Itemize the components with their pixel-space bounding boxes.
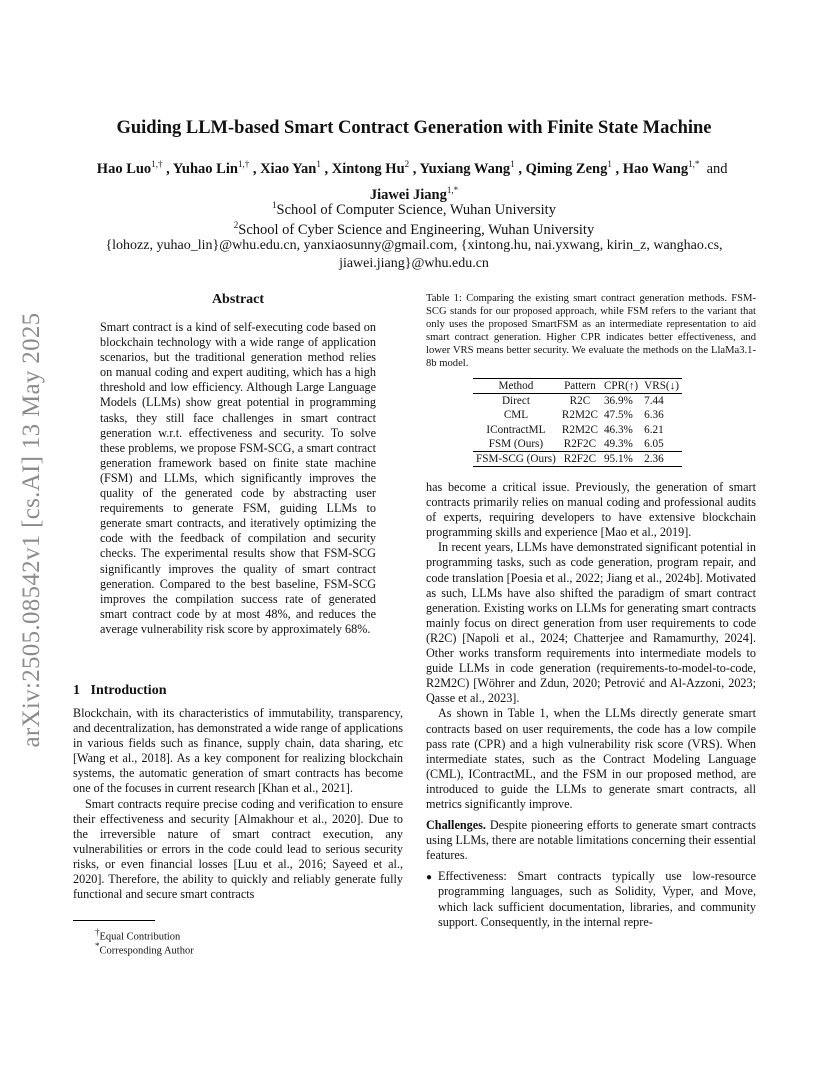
author: Xintong Hu xyxy=(331,160,405,177)
author-list: Hao Luo$^{1,\dagger}$ , Yuhao Lin$^{1,\dagger}$ , Xiao Yan$^1$ , Xintong Hu$^2$ , Yuxiang Wang$^1$ , Qiming Zeng$^1$ , Hao Wang$^{1,*}$ and Jiawei Jiang$^{1,*}$ xyxy=(96,159,728,203)
table-cell: R2C xyxy=(569,395,591,408)
abstract-body: Smart contract is a kind of self-executing code based on blockchain technology with a wide range of application scenarios, but the traditional generation method relies on manual coding and expert auditing, which has a high threshold and low efficiency. Although Large Language Models (LLMs) show great potential in programming tasks, they still face challenges in smart contract generation w.r.t. effectiveness and security. To solve these problems, we propose FSM-SCG, a smart contract generation framework based on finite state machine (FSM) and LLMs, which significantly improves the quality of the generated code by abstracting user requirements to generate FSM, guiding LLMs to generate smart contracts, and iteratively optimizing the code with the feedback of compilation and security checks. The experimental results show that FSM-SCG significantly improves the quality of smart contract generation. Compared to the best baseline, FSM-SCG improves the compilation success rate of generated smart contract code by at most 48%, and reduces the average vulnerability risk score by approximately 68%. xyxy=(100,320,376,636)
bullet-text: Effectiveness: Smart contracts typically use low-resource programming languages, such as Solidity, Vyper, and Move, which lack sufficient documentation, libraries, and community support. Consequently, in the internal repre- xyxy=(438,869,756,929)
table-cell: CML xyxy=(503,409,529,422)
author: Qiming Zeng xyxy=(525,160,608,177)
footnote-mark: * xyxy=(95,941,100,951)
author-mark: 1,† xyxy=(151,159,163,169)
table-row xyxy=(473,408,682,422)
table-cell: R2F2C xyxy=(559,437,601,452)
table-row xyxy=(473,394,682,409)
footnote-text: Equal Contribution xyxy=(99,931,181,943)
affiliation-text: School of Computer Science, Wuhan University xyxy=(276,201,556,218)
paragraph: Smart contracts require precise coding and verification to ensure their effectiveness and security [Almakhour et al., 2020]. Due to the irreversible nature of smart contract execution, any vulnerabilities or errors in the code could lead to serious security risks, or even financial losses [Luu et al., 2016; Sayeed et al., 2020]. Therefore, the ability to quickly and reliably generate fully functional and secure smart contracts xyxy=(73,796,403,902)
footnote xyxy=(95,940,194,958)
footnote-rule xyxy=(73,920,155,921)
affiliation-mark: 2 xyxy=(233,220,239,230)
introduction-heading xyxy=(73,683,166,699)
author: Hao Luo xyxy=(96,160,152,177)
table-cell: FSM-SCG (Ours) xyxy=(473,452,559,467)
author: Jiawei Jiang xyxy=(369,186,447,203)
author-mark: 2 xyxy=(404,159,410,169)
author-mark: 1 xyxy=(607,159,612,169)
table-cell: R2M2C xyxy=(561,423,598,436)
table-cell: 6.05 xyxy=(641,437,682,452)
author: Yuxiang Wang xyxy=(419,160,511,177)
column-header: Method xyxy=(473,379,559,394)
table-cell: 7.44 xyxy=(644,395,664,408)
paragraph: Blockchain, with its characteristics of immutability, transparency, and decentralization, has demonstrated a wide range of applications in various fields such as finance, supply chain, data sharing, etc [Wang et al., 2018]. As a key component for realizing blockchain systems, the automatic generation of smart contracts has become one of the focuses in current research [Khan et al., 2021]. xyxy=(73,706,403,796)
abstract-heading: Abstract xyxy=(211,292,265,307)
table-cell: 95.1% xyxy=(601,452,641,467)
table-cell: 36.9% xyxy=(603,395,633,408)
table-cell: 2.36 xyxy=(641,452,682,467)
table-cell: FSM (Ours) xyxy=(473,437,559,452)
table-cell: R2F2C xyxy=(559,452,601,467)
table-row xyxy=(473,423,682,437)
affiliation-mark: 1 xyxy=(272,200,277,210)
bullet-item xyxy=(426,869,756,929)
column-header: Pattern xyxy=(559,379,601,394)
author-mark: 1,† xyxy=(237,159,250,169)
bullet-icon: ● xyxy=(426,872,433,884)
table-header-row xyxy=(473,379,682,394)
right-column-body xyxy=(426,480,756,930)
paragraph: As shown in Table 1, when the LLMs directly generate smart contracts based on user requirements, the code has a low compile pass rate (CPR) and a high vulnerability risk score (VRS). When intermediate states, such as the Contract Modeling Language (CML), IContractML, and the FSM in our proposed method, are introduced to guide the LLMs to generate smart contracts, all metrics significantly improve. xyxy=(426,706,756,811)
table-cell: R2M2C xyxy=(561,409,598,422)
table-caption: Table 1: Comparing the existing smart contract generation methods. FSM-SCG stands for our proposed approach, while FSM refers to the variant that only uses the proposed SmartFSM as an intermediate representation to aid smart contract generation. Higher CPR indicates better effectiveness, and lower VRS means better security. We evaluate the methods on the LlaMa3.1-8b model. xyxy=(426,293,756,369)
author: Yuhao Lin xyxy=(172,160,238,177)
arxiv-stamp xyxy=(12,290,52,770)
paper-title: Guiding LLM-based Smart Contract Generation with Finite State Machine xyxy=(116,118,712,138)
column-header: CPR(↑) xyxy=(601,379,641,394)
table-cell: Direct xyxy=(501,395,530,408)
author-emails: {lohozz, yuhao_lin}@whu.edu.cn, yanxiaosunny@gmail.com, {xintong.hu, nai.yxwang, kirin_z, wanghao.cs, jiawei.jiang}@whu.edu.cn xyxy=(105,238,723,271)
table-row xyxy=(473,437,682,452)
column-header: VRS(↓) xyxy=(641,379,682,394)
table-1 xyxy=(473,378,682,467)
authors-and: and xyxy=(706,160,728,177)
footnote-text: Corresponding Author xyxy=(99,945,194,957)
paragraph: In recent years, LLMs have demonstrated significant potential in programming tasks, such as code generation, program repair, and code translation [Poesia et al., 2022; Jiang et al., 2024b]. Motivated as such, LLMs have also shifted the paradigm of smart contract generation. Existing works on LLMs for generating smart contracts mainly focus on direct generation from user requirements to code (R2C) [Napoli et al., 2024; Chatterjee and Ramamurthy, 2024]. Other works transform requirements into intermediate models to guide LLMs in code generation (requirements-to-model-to-code, R2M2C) [Wöhrer and Zdun, 2020; Petrović and Al-Azzoni, 2023; Qasse et al., 2023]. xyxy=(426,540,756,706)
section-number: 1 xyxy=(73,683,80,698)
author-mark: 1 xyxy=(316,159,321,169)
section-title: Introduction xyxy=(90,683,167,698)
introduction-body xyxy=(73,706,403,902)
table-cell: 46.3% xyxy=(603,423,633,436)
paragraph-text: Despite pioneering efforts to generate smart contracts using LLMs, there are notable limitations concerning their essential features. xyxy=(426,818,757,863)
author-mark: 1,* xyxy=(446,184,459,195)
table-row xyxy=(473,452,682,467)
table-cell: 6.36 xyxy=(644,409,664,422)
affiliation-text: School of Cyber Science and Engineering, Wuhan University xyxy=(238,221,595,238)
table-cell: 47.5% xyxy=(603,409,633,422)
author: Hao Wang xyxy=(622,160,689,177)
author-mark: 1,* xyxy=(688,159,700,169)
paragraph xyxy=(426,818,756,863)
table-cell: 6.21 xyxy=(644,423,664,436)
table-cell: IContractML xyxy=(486,423,546,436)
table-cell: 49.3% xyxy=(601,437,641,452)
arxiv-stamp-text: arXiv:2505.08542v1 [cs.AI] 13 May 2025 xyxy=(18,312,45,748)
paragraph: has become a critical issue. Previously, the generation of smart contracts primarily relies on manual coding and professional audits of experts, requiring developers to have extensive blockchain programming skills and experience [Mao et al., 2019]. xyxy=(426,480,756,540)
run-in-heading: Challenges. xyxy=(426,818,486,833)
footnote-mark: † xyxy=(95,927,100,937)
author-mark: 1 xyxy=(510,159,515,169)
author: Xiao Yan xyxy=(260,160,317,177)
